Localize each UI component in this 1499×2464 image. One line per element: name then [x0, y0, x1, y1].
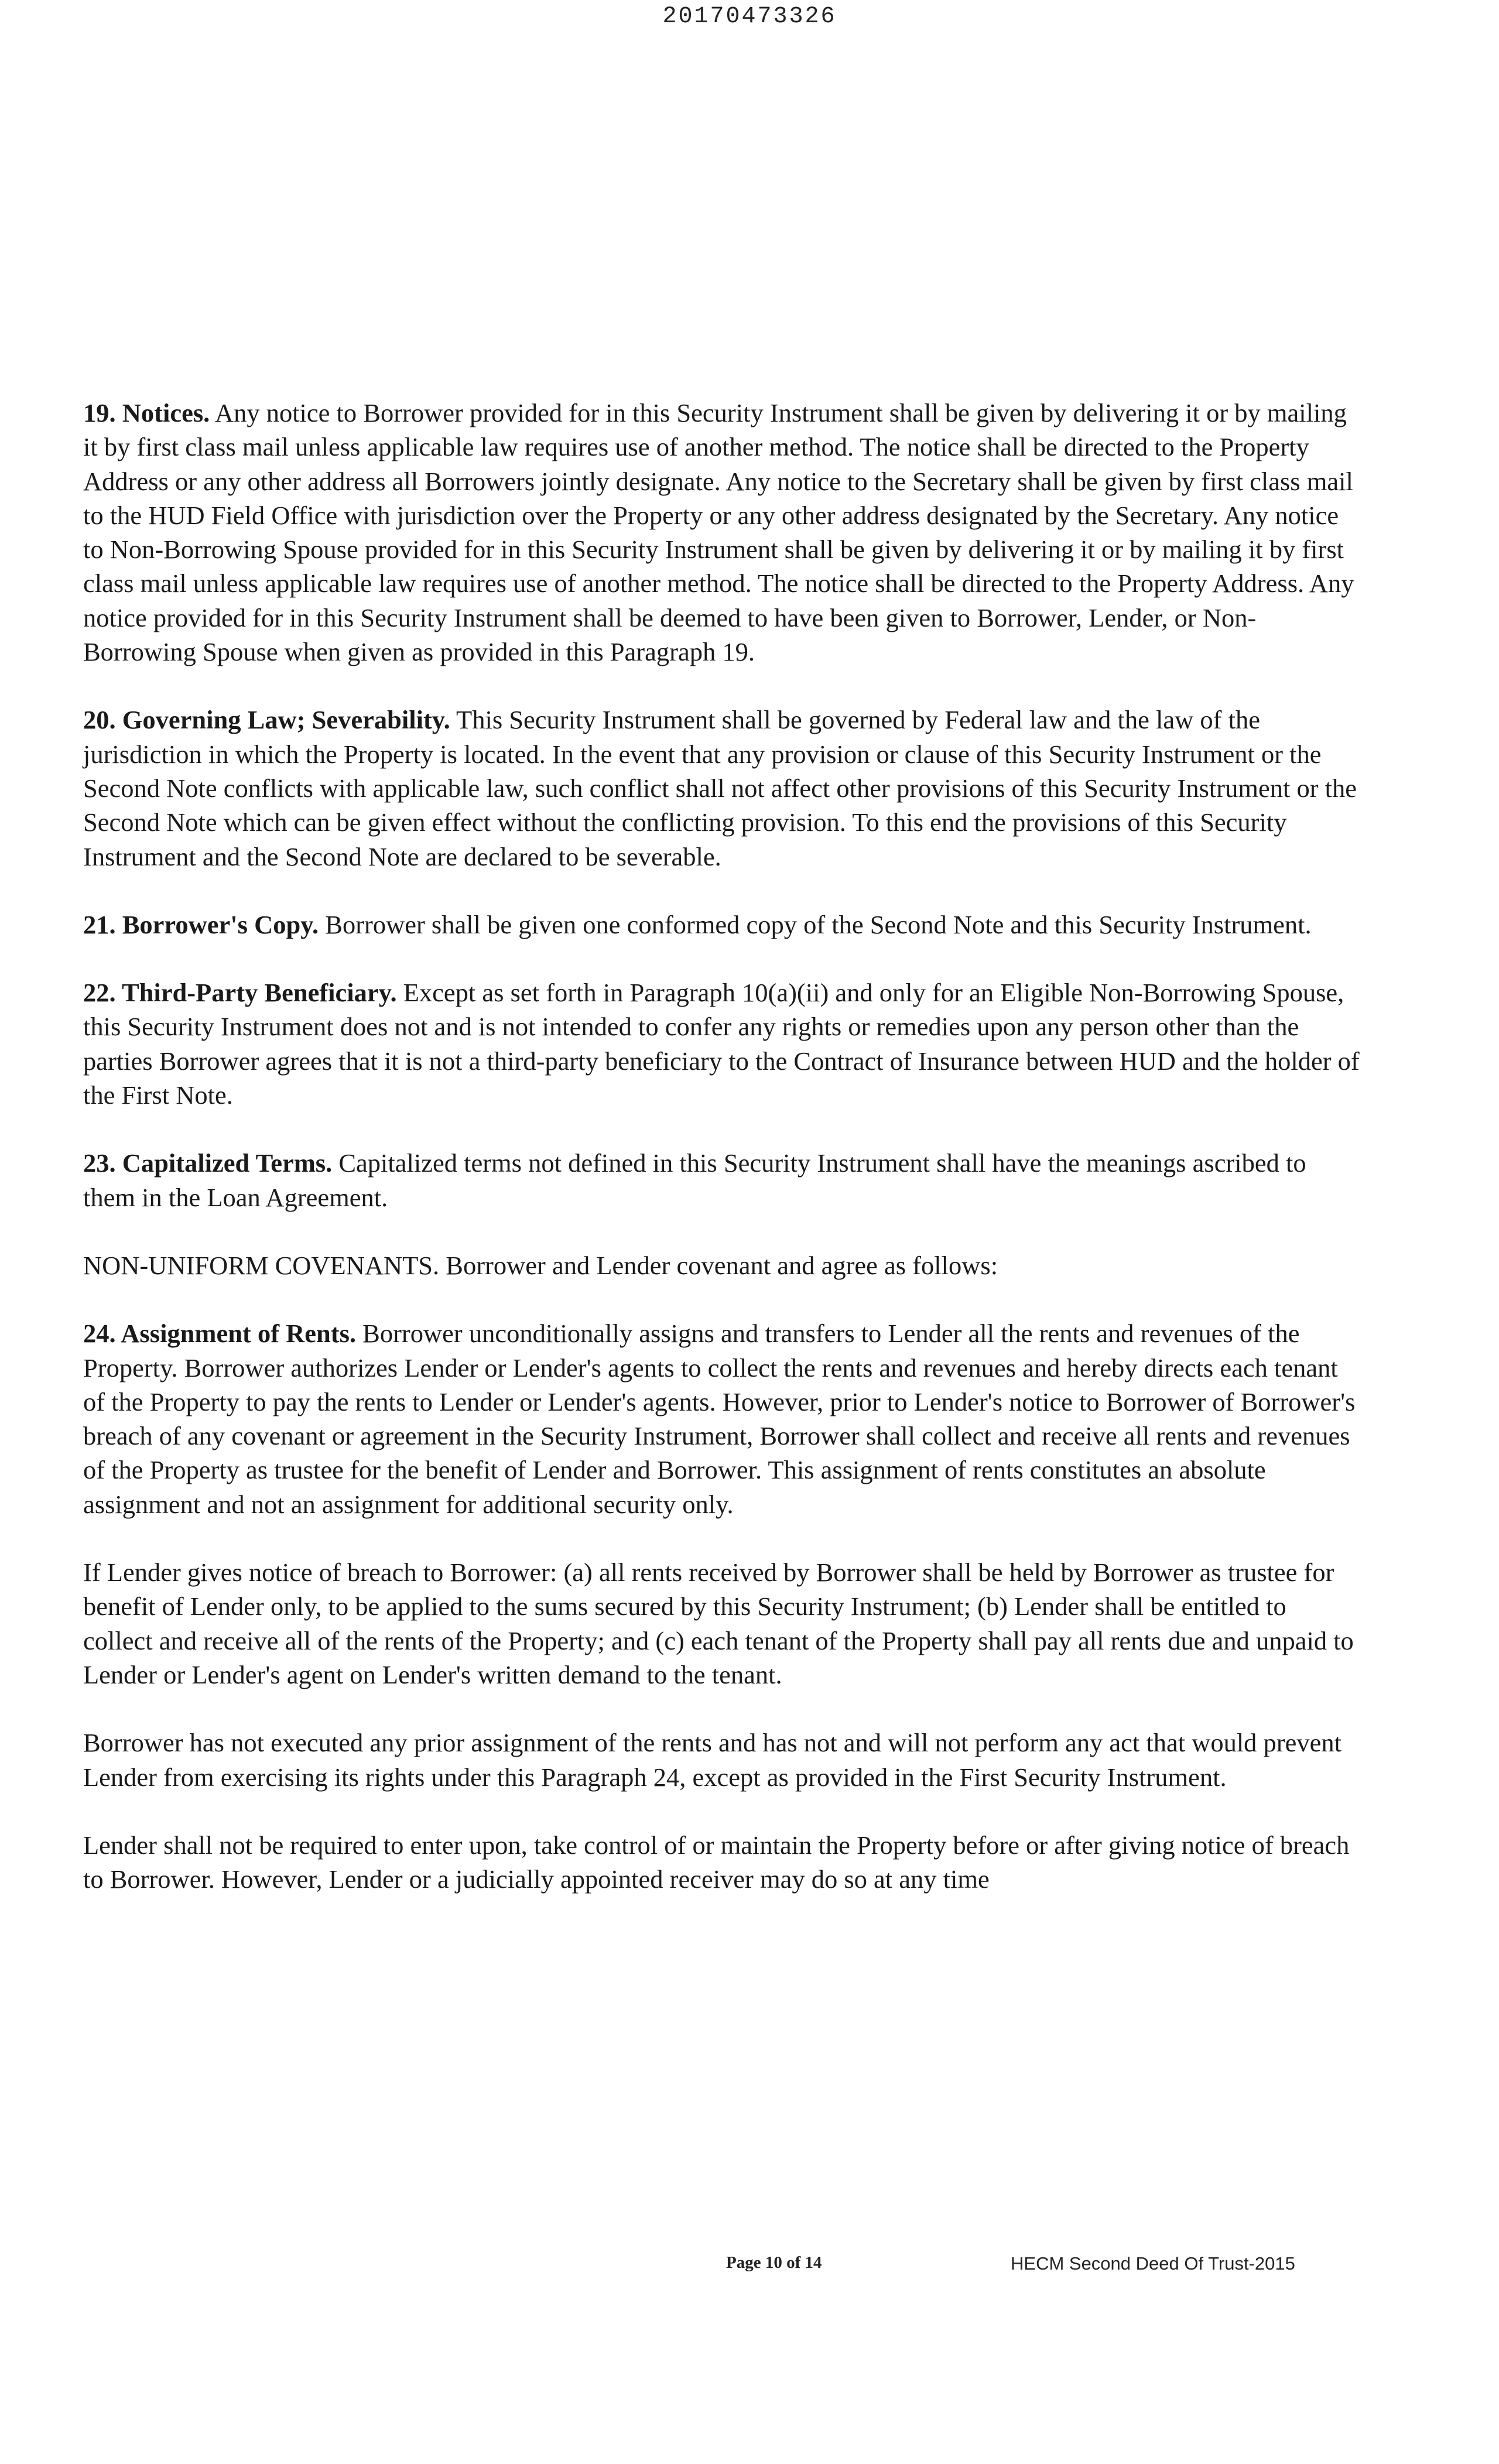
paragraph-text: Borrower has not executed any prior assignment of the rents and has not and will not perform any act that would prevent Lender from exercising its rights under this Paragraph 24, except as provided in the First Security Instrument.	[83, 1728, 1341, 1792]
paragraph-text: Borrower shall be given one conformed copy of the Second Note and this Security Instrument.	[319, 909, 1312, 939]
paragraph-21-borrowers-copy	[83, 908, 1360, 942]
paragraph-24-lender-control	[83, 1828, 1360, 1897]
paragraph-text: Borrower unconditionally assigns and transfers to Lender all the rents and revenues of the Property. Borrower authorizes Lender or Lender's agents to collect the rents and revenues and hereby directs each tenant of the Property to pay the rents to Lender or Lender's agents. However, prior to Lender's notice to Borrower of Borrower's breach of any covenant or agreement in the Security Instrument, Borrower shall collect and receive all rents and revenues of the Property as trustee for the benefit of Lender and Borrower. This assignment of rents constitutes an absolute assignment and not an assignment for additional security only.	[83, 1319, 1356, 1519]
document-number: 20170473326	[662, 4, 837, 30]
paragraph-heading: 19. Notices.	[83, 398, 210, 427]
paragraph-24-assignment-of-rents	[83, 1316, 1360, 1521]
paragraph-heading: 20. Governing Law; Severability.	[83, 705, 450, 735]
paragraph-24-breach-notice	[83, 1555, 1360, 1692]
paragraph-19-notices	[83, 396, 1360, 669]
paragraph-23-capitalized-terms	[83, 1146, 1360, 1214]
paragraph-text: Except as set forth in Paragraph 10(a)(ii) and only for an Eligible Non-Borrowing Spouse, this Security Instrument does not and is not intended to confer any rights or remedies upon any person other than the parties Borrower agrees that it is not a third-party beneficiary to the Contract of Insurance between HUD and the holder of the First Note.	[83, 978, 1360, 1110]
paragraph-heading: 24. Assignment of Rents.	[83, 1319, 357, 1349]
paragraph-24-no-prior-assignment	[83, 1726, 1360, 1794]
form-name: HECM Second Deed Of Trust-2015	[1011, 2253, 1295, 2274]
paragraph-text: Any notice to Borrower provided for in this Security Instrument shall be given by delivering it or by mailing it by first class mail unless applicable law requires use of another method. The notice shall be directed to the Property Address or any other address all Borrowers jointly designate. Any notice to the Secretary shall be given by first class mail to the HUD Field Office with jurisdiction over the Property or any other address designated by the Secretary. Any notice to Non-Borrowing Spouse provided for in this Security Instrument shall be given by delivering it or by mailing it by first class mail unless applicable law requires use of another method. The notice shall be directed to the Property Address. Any notice provided for in this Security Instrument shall be deemed to have been given to Borrower, Lender, or Non-Borrowing Spouse when given as provided in this Paragraph 19.	[83, 398, 1354, 667]
paragraph-heading: 21. Borrower's Copy.	[83, 909, 319, 939]
paragraph-text: Lender shall not be required to enter upon, take control of or maintain the Property before or after giving notice of breach to Borrower. However, Lender or a judicially appointed receiver may do so at any time	[83, 1830, 1350, 1894]
paragraph-22-third-party-beneficiary	[83, 976, 1360, 1112]
paragraph-text: If Lender gives notice of breach to Borrower: (a) all rents received by Borrower shall be held by Borrower as trustee for benefit of Lender only, to be applied to the sums secured by this Security Instrument; (b) Lender shall be entitled to collect and receive all of the rents of the Property; and (c) each tenant of the Property shall pay all rents due and unpaid to Lender or Lender's agent on Lender's written demand to the tenant.	[83, 1558, 1354, 1689]
paragraph-heading: 22. Third-Party Beneficiary.	[83, 978, 397, 1008]
non-uniform-covenants-intro	[83, 1248, 1360, 1282]
paragraph-text: This Security Instrument shall be governed by Federal law and the law of the jurisdiction in which the Property is located. In the event that any provision or clause of this Security Instrument or the Second Note conflicts with applicable law, such conflict shall not affect other provisions of this Security Instrument or the Second Note which can be given effect without the conflicting provision. To this end the provisions of this Security Instrument and the Second Note are declared to be severable.	[83, 705, 1357, 871]
paragraph-text: Capitalized terms not defined in this Security Instrument shall have the meanings ascribed to them in the Loan Agreement.	[83, 1148, 1306, 1212]
document-body	[83, 396, 1360, 1930]
page-number: Page 10 of 14	[726, 2253, 822, 2272]
paragraph-20-governing-law	[83, 703, 1360, 873]
paragraph-text: NON-UNIFORM COVENANTS. Borrower and Lender covenant and agree as follows:	[83, 1250, 998, 1280]
paragraph-heading: 23. Capitalized Terms.	[83, 1148, 333, 1178]
